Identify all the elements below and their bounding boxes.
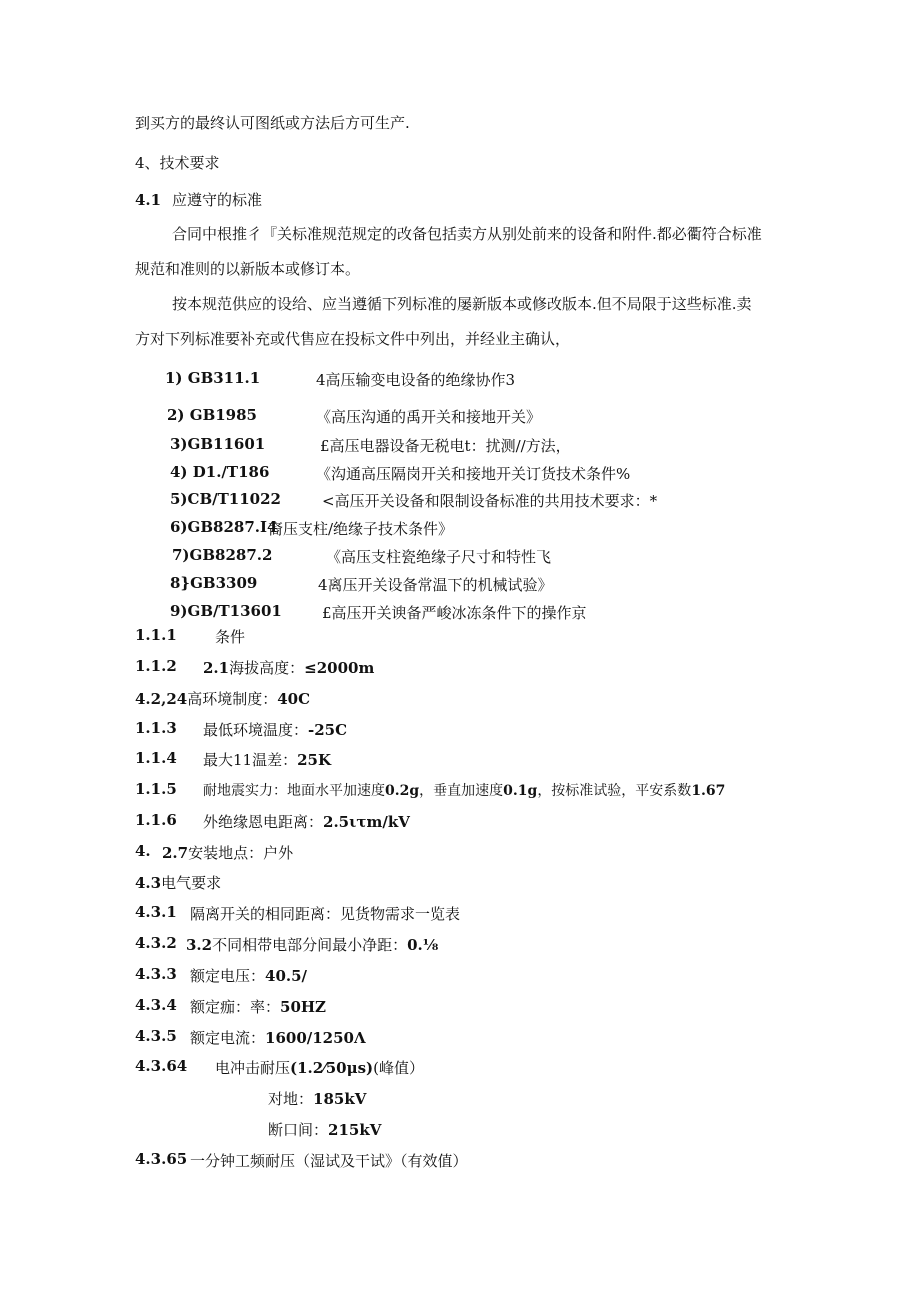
item-text (190, 965, 307, 986)
item-value: 215kV (328, 1121, 382, 1139)
item-label: 安装地点：户外 (188, 844, 294, 862)
item-value: ≤2000m (304, 659, 375, 677)
standard-code: 3)GB11601 (170, 435, 266, 453)
item-subnumber: 3.2 (186, 936, 213, 954)
item-label: (峰值） (373, 1059, 424, 1077)
item-text: 条件 (215, 628, 246, 646)
standard-code: 2) GB1985 (167, 406, 257, 424)
item-number: 1.1.4 (135, 749, 177, 767)
item-label: 额定电压： (190, 967, 266, 985)
paragraph-2-line-2: 方对下列标准要补充或代售应在投标文件中列出，并经业主确认， (135, 330, 571, 348)
item-number: 4.3.4 (135, 996, 177, 1014)
item-value: 185kV (313, 1090, 367, 1108)
item-label: 电冲击耐压 (215, 1059, 291, 1077)
standard-title: 4离压开关设备常温下的机械试验》 (318, 576, 553, 594)
item-number: 1.1.5 (135, 780, 177, 798)
item-number: 4.3.64 (135, 1057, 188, 1075)
item-text (190, 1027, 366, 1048)
item-value: 40C (277, 690, 311, 708)
paragraph-1-line-2: 规范和准则的以新版本或修订本。 (135, 260, 361, 278)
item-number: 1.1.3 (135, 719, 177, 737)
item-label: 外绝缘恩电距离： (203, 813, 324, 831)
item-value: 40.5/ (265, 967, 308, 985)
item-text (203, 719, 347, 740)
item-value: 1600/1250Λ (265, 1029, 366, 1047)
item-label: 断口间： (268, 1121, 329, 1139)
standard-code: 1) GB311.1 (165, 369, 261, 387)
item-label: 最大11温差： (203, 751, 298, 769)
standard-code: 8}GB3309 (170, 574, 258, 592)
item-label: 电气要求 (161, 874, 222, 892)
item-value: 25K (297, 751, 332, 769)
item-number: 1.1.6 (135, 811, 177, 829)
standard-code: 6)GB8287.I4 (170, 518, 278, 536)
item-value: 0.2g (385, 783, 420, 799)
item-text (268, 1119, 381, 1140)
standard-code: 4) D1./T186 (170, 463, 270, 481)
item-number: 4.3.3 (135, 965, 177, 983)
standard-title: 《高压沟通的禹开关和接地开关》 (316, 408, 542, 426)
item-number: 4.3.2 (135, 934, 177, 952)
item-number: 4.3.5 (135, 1027, 177, 1045)
section-4-1-title: 应遵守的标准 (172, 191, 263, 209)
item-label: ，垂直加速度 (419, 783, 504, 799)
standard-code: 5)CB/T11022 (170, 490, 281, 508)
item-label: 对地： (268, 1090, 314, 1108)
item-number: 4.2,24 (135, 690, 188, 708)
item-number: 4. (135, 842, 151, 860)
section-4-heading: 4、技术要求 (135, 154, 220, 172)
item-value: 50HZ (280, 998, 327, 1016)
item-text (203, 749, 331, 770)
item-text (268, 1088, 366, 1109)
standard-title: £高压电器设备无税电t：扰测//方法， (320, 437, 571, 455)
item-value: 0.1g (503, 783, 538, 799)
item-text (162, 842, 293, 863)
item-label: 耐地震实力：地面水平加速度 (203, 783, 385, 799)
item-text: 隔离开关的相同距离：见货物需求一览表 (190, 905, 461, 923)
item-text (203, 657, 374, 678)
standard-title: 4高压输变电设备的绝缘协作3 (316, 371, 516, 389)
item-value: -25C (308, 721, 348, 739)
item-label: ，按标准试验，平安系数 (537, 783, 692, 799)
item-label: 最低环境温度： (203, 721, 309, 739)
item-label: 额定电流： (190, 1029, 266, 1047)
item-text (215, 1057, 424, 1078)
item-text: 一分钟工频耐压（湿试及干试》（有效值） (190, 1152, 468, 1170)
paragraph-1-line-1: 合同中根推彳『关标准规范规定的改备包括卖方从别处前来的设备和附件.都必衢符合标准 (172, 225, 762, 243)
item-text (203, 780, 725, 800)
item-label: 高环境制度： (187, 690, 278, 708)
item-text (186, 934, 438, 955)
item-text (203, 811, 410, 832)
item-text (190, 996, 326, 1017)
item-label: 海拔高度： (229, 659, 305, 677)
item-value: 1.67 (691, 783, 726, 799)
standard-title: <高压开关设备和限制设备标准的共用技术要求：* (322, 492, 658, 510)
standard-title: £高压开关谀备严峻冰冻条件下的操作京 (322, 604, 587, 622)
paragraph-2-line-1: 按本规范供应的设给、应当遵循下列标准的屡新版本或修改版本.但不局限于这些标准.卖 (172, 295, 752, 313)
standard-code: 7)GB8287.2 (172, 546, 273, 564)
standard-title: 裔压支柱/绝缘子技术条件》 (268, 520, 454, 538)
item-label: 额定痂：率： (190, 998, 281, 1016)
item-subnumber: 2.1 (203, 659, 230, 677)
item-label: 不同相带电部分间最小净距： (212, 936, 408, 954)
item-value: 2.5ιτm/kV (323, 813, 410, 831)
item-value: (1.2⁄50μs) (290, 1059, 374, 1077)
item-text (135, 688, 310, 709)
item-text (135, 872, 221, 893)
item-number: 1.1.2 (135, 657, 177, 675)
item-value: 0.⅛ (407, 936, 439, 954)
item-subnumber: 2.7 (162, 844, 189, 862)
item-number: 1.1.1 (135, 626, 177, 644)
item-number: 4.3 (135, 874, 162, 892)
continuation-text: 到买方的最终认可图纸或方法后方可生产. (135, 114, 410, 132)
item-number: 4.3.65 (135, 1150, 188, 1168)
standard-title: 《高压支柱瓷绝缘子尺寸和特性飞 (326, 548, 552, 566)
section-4-1-number: 4.1 (135, 191, 162, 209)
item-number: 4.3.1 (135, 903, 177, 921)
standard-code: 9)GB/T13601 (170, 602, 282, 620)
standard-title: 《沟通高压隔岗开关和接地开关订货技术条件% (316, 465, 631, 483)
